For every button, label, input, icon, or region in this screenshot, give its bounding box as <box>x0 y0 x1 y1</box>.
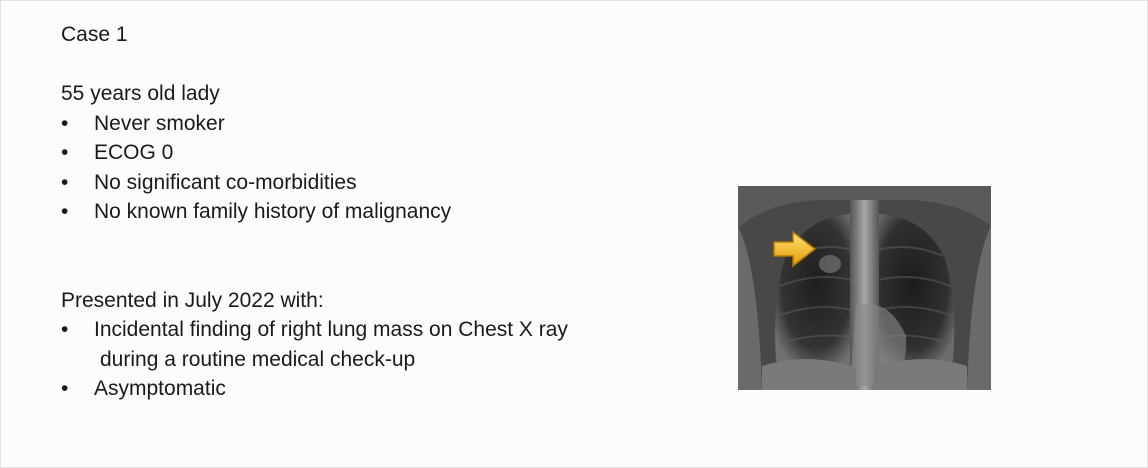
list-item: • No known family history of malignancy <box>61 197 701 227</box>
case-title: Case 1 <box>61 23 128 46</box>
lung-mass <box>819 255 841 273</box>
list-item <box>61 315 701 374</box>
finding-continuation: during a routine medical check-up <box>100 347 416 371</box>
presentation-list <box>61 315 701 404</box>
presentation-heading: Presented in July 2022 with: <box>61 288 324 312</box>
patient-details-list <box>61 109 701 227</box>
finding-text-start: Incidental finding of <box>94 318 281 341</box>
case-text <box>61 20 701 404</box>
finding-text-end: on Chest X ray <box>423 318 568 341</box>
list-item: • ECOG 0 <box>61 138 701 168</box>
finding-highlight: right lung mass <box>280 318 424 341</box>
chest-xray-image <box>738 186 991 390</box>
chest-xray-graphic <box>738 186 991 390</box>
patient-heading: 55 years old lady <box>61 82 220 105</box>
list-item: • Never smoker <box>61 109 701 139</box>
list-item: • Asymptomatic <box>61 374 701 404</box>
list-item: • No significant co-morbidities <box>61 168 701 198</box>
